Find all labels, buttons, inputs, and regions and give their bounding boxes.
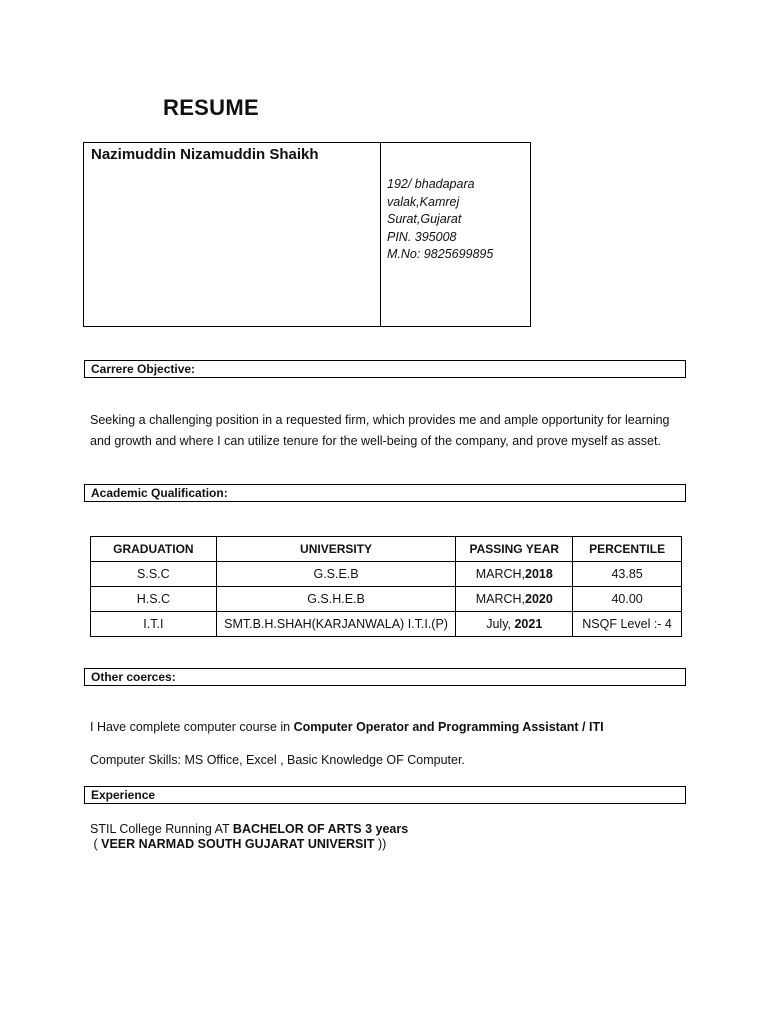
table-header-row — [91, 537, 682, 562]
cell-passing-year — [456, 612, 573, 637]
year-value: 2018 — [525, 567, 553, 581]
year-prefix: July, — [486, 617, 515, 631]
header-box — [83, 142, 531, 327]
section-experience: Experience — [84, 786, 686, 804]
experience-prefix: STIL College Running AT — [90, 822, 233, 836]
header-university: UNIVERSITY — [216, 537, 456, 562]
table-row — [91, 612, 682, 637]
experience-line-1 — [90, 822, 408, 836]
course-name: Computer Operator and Programming Assistant / ITI — [293, 720, 604, 734]
academic-table — [90, 536, 682, 637]
cell-university: G.S.E.B — [216, 562, 456, 587]
objective-text: Seeking a challenging position in a requested firm, which provides me and ample opportunity for learning and growth and where I can utilize tenure for the well-being of the company, and prove myself as asset. — [90, 413, 670, 448]
year-prefix: MARCH, — [475, 592, 526, 606]
cell-graduation: I.T.I — [91, 612, 217, 637]
course-prefix: I Have complete computer course in — [90, 720, 294, 734]
cell-university: G.S.H.E.B — [216, 587, 456, 612]
experience-degree: BACHELOR OF ARTS 3 years — [232, 822, 409, 836]
table-row — [91, 587, 682, 612]
computer-skills: Computer Skills: MS Office, Excel , Basic Knowledge OF Computer. — [90, 753, 465, 767]
table-row — [91, 562, 682, 587]
mobile-number: M.No: 9825699895 — [387, 247, 494, 261]
header-graduation: GRADUATION — [91, 537, 217, 562]
candidate-name: Nazimuddin Nizamuddin Shaikh — [91, 146, 319, 163]
section-other-courses: Other coerces: — [84, 668, 686, 686]
cell-percentile: NSQF Level :- 4 — [573, 612, 682, 637]
resume-title: RESUME — [163, 95, 259, 120]
year-prefix: MARCH, — [475, 567, 526, 581]
cell-university: SMT.B.H.SHAH(KARJANWALA) I.T.I.(P) — [216, 612, 456, 637]
cell-graduation: H.S.C — [91, 587, 217, 612]
header-percentile: PERCENTILE — [573, 537, 682, 562]
experience-university: VEER NARMAD SOUTH GUJARAT UNIVERSIT — [101, 837, 378, 851]
name-cell — [84, 143, 381, 326]
cell-graduation: S.S.C — [91, 562, 217, 587]
year-value: 2020 — [525, 592, 553, 606]
address-line: valak,Kamrej — [387, 194, 460, 209]
experience-line-2 — [90, 837, 386, 851]
address-cell — [381, 143, 530, 326]
section-objective: Carrere Objective: — [84, 360, 686, 378]
year-value: 2021 — [514, 617, 543, 631]
cell-percentile: 43.85 — [573, 562, 682, 587]
address-line: Surat,Gujarat — [387, 212, 462, 226]
cell-passing-year — [456, 587, 573, 612]
experience-paren-close: )) — [377, 837, 387, 851]
cell-passing-year — [456, 562, 573, 587]
address-pin: PIN. 395008 — [387, 229, 457, 244]
address-line: 192/ bhadapara — [387, 177, 475, 191]
cell-percentile: 40.00 — [573, 587, 682, 612]
course-line — [90, 720, 604, 734]
section-academic: Academic Qualification: — [84, 484, 686, 502]
header-passing-year: PASSING YEAR — [456, 537, 573, 562]
experience-paren-open: ( — [90, 837, 102, 851]
